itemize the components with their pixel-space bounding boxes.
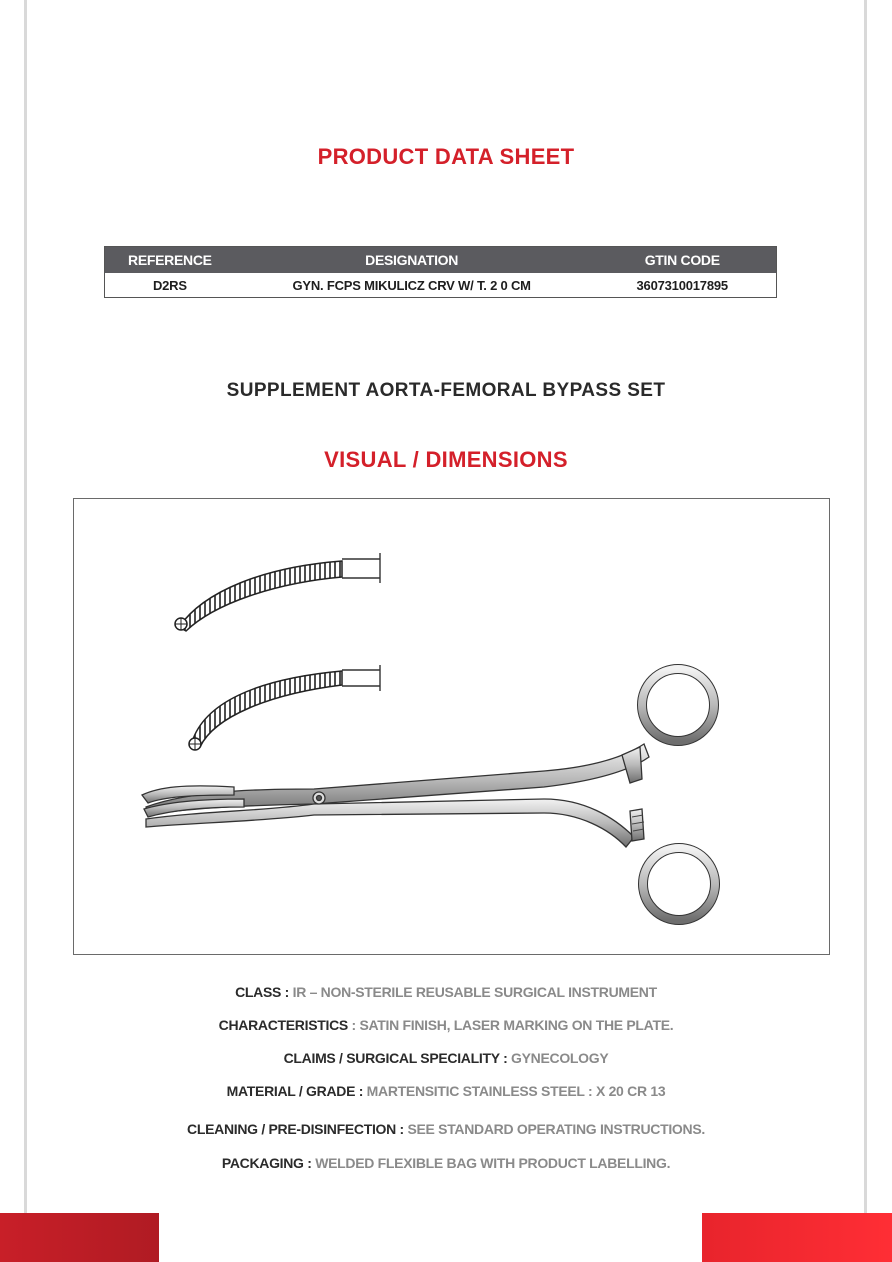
- jaw-detail-top: [175, 553, 380, 631]
- product-image-frame: [73, 498, 830, 955]
- page-title: PRODUCT DATA SHEET: [317, 144, 575, 169]
- cell-gtin-code: 3607310017895: [636, 277, 728, 293]
- spec-cleaning: CLEANING / PRE-DISINFECTION : SEE STANDARD OPERATING INSTRUCTIONS.: [187, 1121, 705, 1137]
- spec-characteristics: CHARACTERISTICS : SATIN FINISH, LASER MARKING ON THE PLATE.: [218, 1017, 674, 1033]
- jaw-detail-bottom: [189, 665, 380, 750]
- header-designation: DESIGNATION: [235, 247, 589, 274]
- header-gtin-code: GTIN CODE: [588, 247, 776, 274]
- table-row: [105, 273, 777, 298]
- reference-table: [104, 246, 777, 298]
- header-reference: REFERENCE: [105, 247, 235, 274]
- cell-reference: D2RS: [152, 277, 187, 293]
- forceps-illustration: [74, 499, 828, 953]
- footer-bar-left: [0, 1213, 159, 1262]
- visual-title: VISUAL / DIMENSIONS: [324, 447, 568, 472]
- spec-claims: CLAIMS / SURGICAL SPECIALITY : GYNECOLOGY: [283, 1050, 609, 1066]
- spec-packaging: PACKAGING : WELDED FLEXIBLE BAG WITH PRODUCT LABELLING.: [221, 1155, 671, 1171]
- product-subtitle: SUPPLEMENT AORTA-FEMORAL BYPASS SET: [226, 380, 666, 401]
- table-header-row: [105, 247, 777, 274]
- spec-class: CLASS : IR – NON-STERILE REUSABLE SURGICAL INSTRUMENT: [235, 984, 657, 1000]
- cell-designation: GYN. FCPS MIKULICZ CRV W/ T. 2 0 CM: [292, 277, 531, 293]
- footer-bar-right: [702, 1213, 892, 1262]
- spec-material: MATERIAL / GRADE : MARTENSITIC STAINLESS STEEL : X 20 CR 13: [226, 1083, 666, 1099]
